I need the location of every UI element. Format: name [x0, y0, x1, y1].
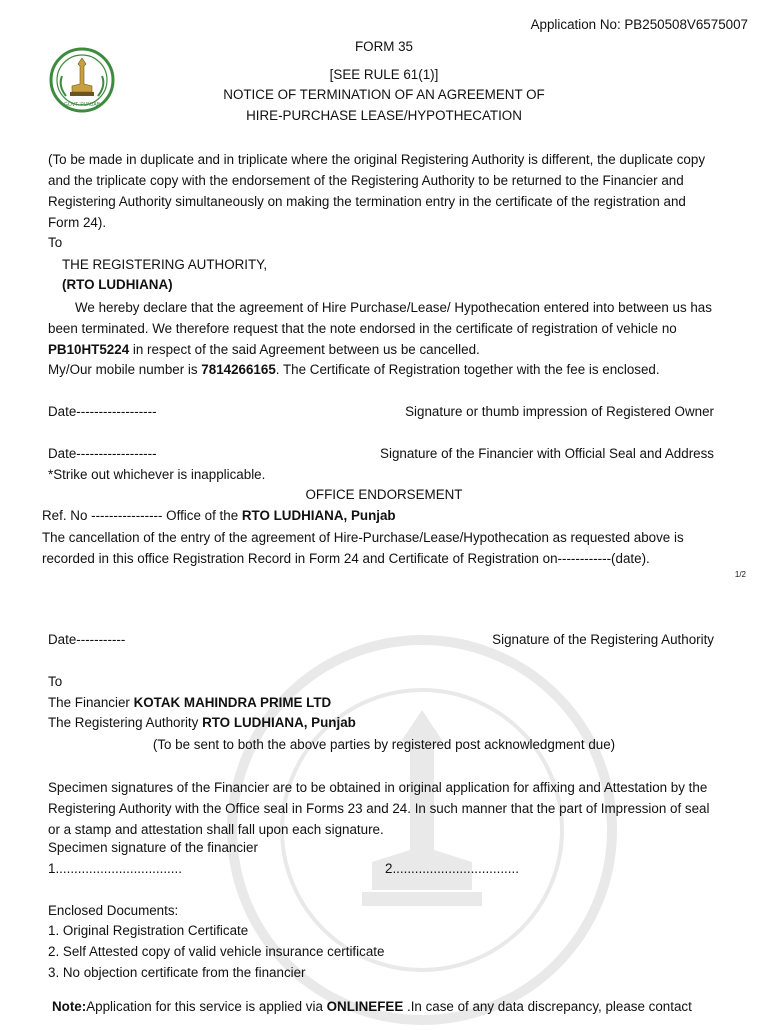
note-label: Note:: [52, 999, 87, 1014]
financier-line: The Financier KOTAK MAHINDRA PRIME LTD: [48, 695, 332, 710]
rule-reference: [SEE RULE 61(1)]: [329, 67, 439, 82]
form-number: FORM 35: [354, 39, 414, 54]
registering-authority-line: The Registering Authority RTO LUDHIANA, Punjab: [48, 715, 356, 730]
rto-name: (RTO LUDHIANA): [62, 277, 173, 292]
specimen-label: Specimen signature of the financier: [48, 840, 258, 855]
financier-name: KOTAK MAHINDRA PRIME LTD: [133, 695, 332, 710]
declaration-paragraph: We hereby declare that the agreement of Hire Purchase/Lease/ Hypothecation entered into between us has been terminated. We therefore request that the note endorsed in the certificate of registration of vehicle no PB10HT5224 in respect of the said Agreement between us be cancelled.: [48, 300, 712, 357]
to-label-2: To: [48, 674, 63, 689]
office-endorsement-heading: OFFICE ENDORSEMENT: [305, 487, 463, 502]
office-name: RTO LUDHIANA, Punjab: [241, 508, 396, 523]
mobile-line: My/Our mobile number is 7814266165. The Certificate of Registration together with the fee is enclosed.: [48, 362, 660, 377]
svg-text:GOVT. PUNJAB: GOVT. PUNJAB: [63, 102, 101, 108]
owner-signature-label: Signature or thumb impression of Registered Owner: [405, 404, 714, 419]
vehicle-number: PB10HT5224: [48, 342, 130, 357]
signature-slot-2: 2..................................: [385, 861, 519, 876]
date-field-authority: Date-----------: [48, 632, 126, 647]
to-label: To: [48, 235, 63, 250]
date-field-financier: Date------------------: [48, 446, 157, 461]
date-field-owner: Date------------------: [48, 404, 157, 419]
page-number: 1/2: [734, 570, 746, 579]
enclosed-item: 3. No objection certificate from the financier: [48, 965, 306, 980]
registering-authority-label: THE REGISTERING AUTHORITY,: [62, 257, 268, 272]
enclosed-item: 1. Original Registration Certificate: [48, 923, 249, 938]
enclosed-documents-title: Enclosed Documents:: [48, 903, 179, 918]
sent-note: (To be sent to both the above parties by registered post acknowledgment due): [152, 737, 616, 752]
strike-note: *Strike out whichever is inapplicable.: [48, 467, 266, 482]
form-title-line1: NOTICE OF TERMINATION OF AN AGREEMENT OF: [223, 87, 545, 102]
form-title-line2: HIRE-PURCHASE LEASE/HYPOTHECATION: [246, 108, 522, 123]
intro-paragraph: (To be made in duplicate and in triplicate where the original Registering Authority is different, the duplicate copy and the triplicate copy with the endorsement of the Registering Authority to be returned to the Financier and Registering Authority simultaneously on making the termination entry in the certificate of the registration and Form 24).: [48, 152, 706, 230]
registering-authority-name: RTO LUDHIANA, Punjab: [202, 715, 356, 730]
mobile-number: 7814266165: [201, 362, 276, 377]
signature-slot-1: 1..................................: [48, 861, 182, 876]
reference-line: Ref. No ---------------- Office of the RTO LUDHIANA, Punjab: [42, 508, 396, 523]
service-name: ONLINEFEE: [326, 999, 404, 1014]
application-number: Application No: PB250508V6575007: [530, 17, 748, 32]
enclosed-item: 2. Self Attested copy of valid vehicle insurance certificate: [48, 944, 385, 959]
cancellation-paragraph: The cancellation of the entry of the agreement of Hire-Purchase/Lease/Hypothecation as requested above is recorded in this office Registration Record in Form 24 and Certificate of Registration on------------(date).: [42, 530, 684, 566]
financier-signature-label: Signature of the Financier with Official Seal and Address: [380, 446, 714, 461]
authority-signature-label: Signature of the Registering Authority: [492, 632, 714, 647]
note-line: Note:Application for this service is applied via ONLINEFEE .In case of any data discrepancy, please contact: [52, 999, 692, 1014]
specimen-paragraph: Specimen signatures of the Financier are to be obtained in original application for affixing and Attestation by the Registering Authority with the Office seal in Forms 23 and 24. In such manner that the part of Impression of seal or a stamp and attestation shall fall upon each signature.: [48, 780, 710, 837]
